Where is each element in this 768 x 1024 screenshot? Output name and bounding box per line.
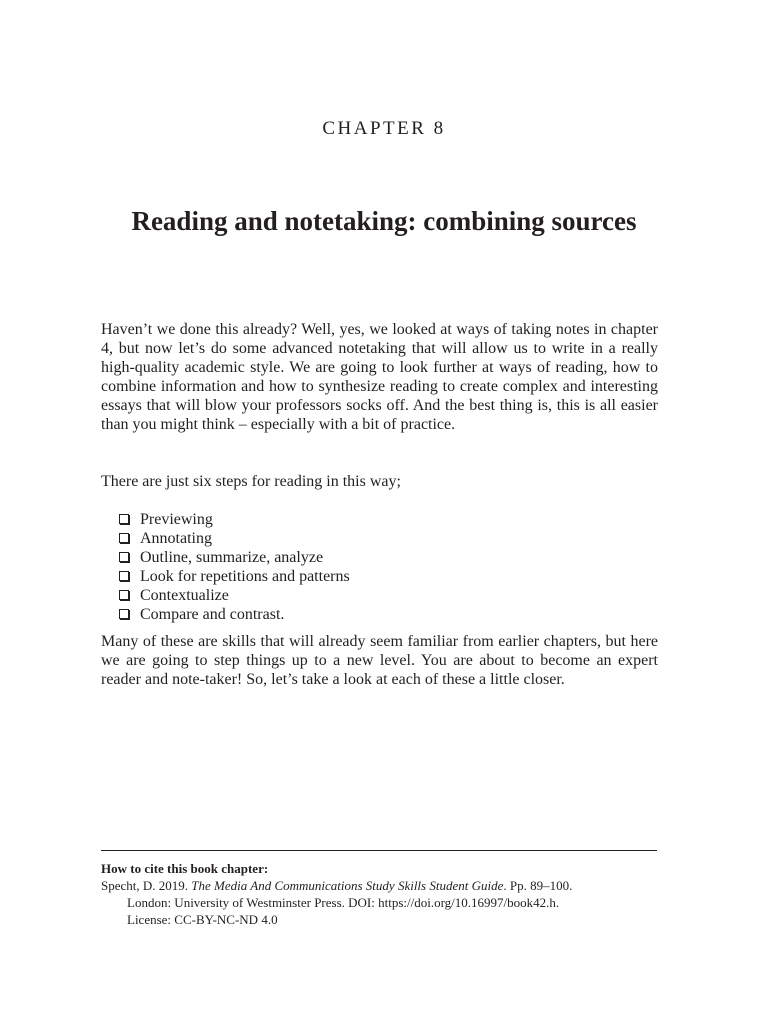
citation-line-1 [101, 877, 658, 894]
checkbox-bullet-icon [119, 609, 129, 619]
step-label: Look for repetitions and patterns [140, 568, 350, 585]
list-item [119, 548, 639, 567]
list-item [119, 605, 639, 624]
step-label: Previewing [140, 511, 213, 528]
steps-list [119, 510, 639, 624]
citation-heading: How to cite this book chapter: [101, 861, 269, 876]
checkbox-bullet-icon [119, 571, 129, 581]
step-label: Annotating [140, 530, 212, 547]
list-item [119, 586, 639, 605]
closing-paragraph: Many of these are skills that will already seem familiar from earlier chapters, but here we are going to step things up to a new level. You are about to become an expert reader and note-taker! So, let’s take a look at each of these a little closer. [101, 633, 658, 688]
citation-book-title: The Media And Communications Study Skills Student Guide [191, 878, 504, 893]
checkbox-bullet-icon [119, 590, 129, 600]
list-item [119, 567, 639, 586]
list-item [119, 510, 639, 529]
footnote-divider [101, 850, 657, 851]
chapter-number: CHAPTER 8 [322, 118, 446, 139]
citation-pages: . Pp. 89–100. [503, 878, 573, 893]
citation-reference [101, 877, 658, 928]
step-label: Contextualize [140, 587, 229, 604]
citation-author-year: Specht, D. 2019. [101, 878, 189, 893]
steps-lead-in: There are just six steps for reading in this way; [101, 473, 401, 490]
citation-block [101, 860, 658, 928]
citation-license: License: CC-BY-NC-ND 4.0 [127, 912, 278, 927]
list-item [119, 529, 639, 548]
step-label: Compare and contrast. [140, 606, 285, 623]
intro-paragraph: Haven’t we done this already? Well, yes, we looked at ways of taking notes in chapter 4, but now let’s do some advanced notetaking that will allow us to write in a really high-quality academic style. We are going to look further at ways of reading, how to combine information and how to synthesize reading to create complex and interesting essays that will blow your professors socks off. And the best thing is, this is all easier than you might think – especially with a bit of practice. [101, 321, 658, 433]
chapter-title: Reading and notetaking: combining sources [131, 206, 637, 236]
step-label: Outline, summarize, analyze [140, 549, 324, 566]
checkbox-bullet-icon [119, 514, 129, 524]
citation-line-2: London: University of Westminster Press. DOI: https://doi.org/10.16997/book42.h. [127, 895, 560, 910]
checkbox-bullet-icon [119, 552, 129, 562]
checkbox-bullet-icon [119, 533, 129, 543]
